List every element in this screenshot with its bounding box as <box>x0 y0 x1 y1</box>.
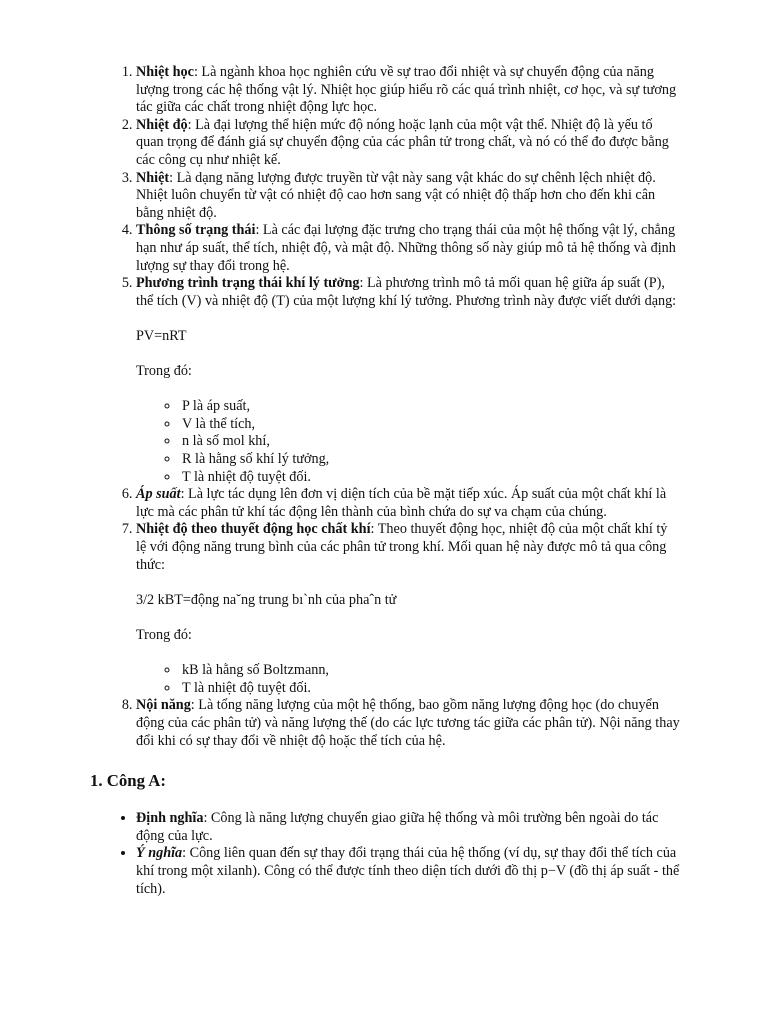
item-term: Nhiệt học <box>136 64 194 80</box>
item-description: : Là các đại lượng đặc trưng cho trạng thái của một hệ thống vật lý, chẳng hạn như áp suất, thể tích, nhiệt độ, và mật độ. Những thông số này giúp mô tả hệ thống và định lượng sự thay đổi trong hệ. <box>136 222 676 274</box>
variables-list <box>136 398 680 486</box>
sub-list-item: ◦ P là áp suất, <box>180 398 680 416</box>
bullet-description: : Công là năng lượng chuyển giao giữa hệ thống và môi trường bên ngoài do tác động của lực. <box>136 810 659 844</box>
section-bullets <box>90 810 680 898</box>
document-content <box>90 64 680 898</box>
variables-list <box>136 662 680 697</box>
sub-list-item: ◦ T là nhiệt độ tuyệt đối. <box>180 680 680 698</box>
section-heading: 1. Công A: <box>90 771 166 791</box>
bullet-item <box>136 845 680 898</box>
list-item <box>136 275 680 486</box>
list-item <box>136 170 680 223</box>
sub-list-item: ◦ n là số mol khí, <box>180 433 680 451</box>
list-item <box>136 117 680 170</box>
item-term: Nhiệt độ <box>136 116 188 133</box>
item-term: Áp suất <box>136 486 181 503</box>
item-term: Nội năng <box>136 697 191 714</box>
sub-list-item: ◦ R là hằng số khí lý tưởng, <box>180 451 680 469</box>
where-label: Trong đó: <box>136 627 192 643</box>
bullet-description: : Công liên quan đến sự thay đổi trạng thái của hệ thống (ví dụ, sự thay đổi thể tích của khí trong một xilanh). Công có thể được tính theo diện tích dưới đồ thị p−V (đồ thị áp suất - thể tích). <box>136 845 680 897</box>
bullet-term: Ý nghĩa <box>136 845 183 862</box>
item-term: Thông số trạng thái <box>136 222 256 239</box>
item-description: : Theo thuyết động học, nhiệt độ của một chất khí tỷ lệ với động năng trung bình của các phân tử trong khí. Mối quan hệ này được mô tả qua công thức: <box>136 521 668 573</box>
sub-list-item: ◦ V là thể tích, <box>180 416 680 434</box>
sub-list-item: ◦ T là nhiệt độ tuyệt đối. <box>180 469 680 487</box>
item-description: : Là ngành khoa học nghiên cứu về sự trao đổi nhiệt và sự chuyển động của năng lượng trong các hệ thống vật lý. Nhiệt học giúp hiểu rõ các quá trình nhiệt, cơ học, và sự tương tác giữa các chất trong nhiệt động lực học. <box>136 64 677 116</box>
list-item <box>136 697 680 750</box>
item-description: : Là dạng năng lượng được truyền từ vật này sang vật khác do sự chênh lệch nhiệt độ. Nhiệt luôn chuyển từ vật có nhiệt độ cao hơn sang vật có nhiệt độ thấp hơn cho đến khi cân bằng nhiệt độ. <box>136 169 656 221</box>
item-term: Nhiệt độ theo thuyết động học chất khí <box>136 521 371 538</box>
definitions-list <box>90 64 680 750</box>
list-item <box>136 64 680 117</box>
sub-list-item: ◦ kB là hằng số Boltzmann, <box>180 662 680 680</box>
where-label: Trong đó: <box>136 363 192 380</box>
list-item <box>136 486 680 521</box>
list-item <box>136 521 680 697</box>
list-item <box>136 222 680 275</box>
item-description: : Là đại lượng thể hiện mức độ nóng hoặc lạnh của một vật thể. Nhiệt độ là yếu tố quan trọng để đánh giá sự chuyển động của các phân tử trong chất, và nó có thể đo được bằng các công cụ như nhiệt kế. <box>136 116 669 168</box>
item-term: Nhiệt <box>136 169 170 186</box>
item-description: : Là lực tác dụng lên đơn vị diện tích của bề mặt tiếp xúc. Áp suất của một chất khí là lực mà các phân tử khí tác động lên thành của bình chứa do sự va chạm của chúng. <box>136 486 667 520</box>
item-description: : Là tổng năng lượng của một hệ thống, bao gồm năng lượng động học (do chuyển động của các phân tử) và năng lượng thế (do các lực tương tác giữa các phân tử). Nội năng thay đổi khi có sự thay đổi về nhiệt độ hoặc thể tích của hệ. <box>136 697 680 749</box>
formula: 3/2 kBT=động na˘ng trung bı`nh của phaˆn tử <box>136 591 397 608</box>
bullet-term: Định nghĩa <box>136 810 204 827</box>
formula: PV=nRT <box>136 327 187 344</box>
item-term: Phương trình trạng thái khí lý tưởng <box>136 275 360 292</box>
item-description: : Là phương trình mô tả mối quan hệ giữa áp suất (P), thể tích (V) và nhiệt độ (T) của một lượng khí lý tưởng. Phương trình này được viết dưới dạng: <box>136 275 677 309</box>
bullet-item <box>136 810 680 845</box>
